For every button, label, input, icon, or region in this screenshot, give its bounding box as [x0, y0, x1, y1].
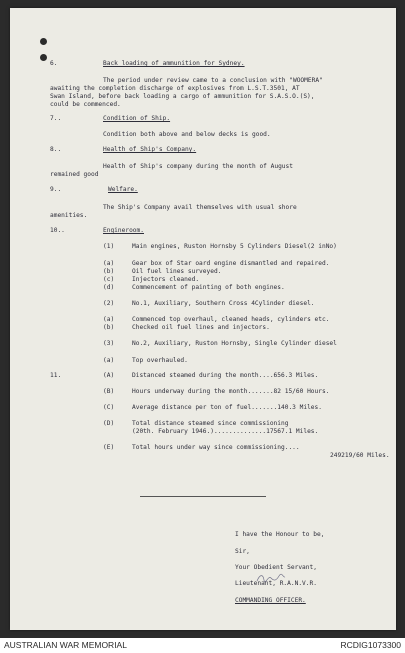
section-heading: Welfare.	[108, 186, 138, 193]
document-page	[10, 8, 396, 630]
item-text: Oil fuel lines surveyed.	[132, 268, 222, 275]
body-line: could be commenced.	[50, 101, 121, 108]
item-mark: (d)	[103, 284, 115, 291]
item-text: (20th. February 1946.)..............17567.1 Miles.	[132, 428, 319, 435]
closing-line: Sir,	[235, 548, 250, 555]
item-mark: (a)	[103, 357, 115, 364]
footer-source: AUSTRALIAN WAR MEMORIAL	[4, 640, 127, 650]
item-text: 249219/60 Miles.	[330, 452, 390, 459]
item-text: Main engines, Ruston Hornsby 5 Cylinders Diesel(2 inNo)	[132, 243, 337, 250]
section-heading: Engineroom.	[103, 227, 144, 234]
body-line: The Ship's Company avail themselves with usual shore	[103, 204, 297, 211]
closing-line: I have the Honour to be,	[235, 531, 325, 538]
closing-line: Lieutenant, R.A.N.V.R.	[235, 580, 317, 587]
section-number: 10..	[50, 227, 65, 234]
item-mark: (A)	[103, 372, 115, 379]
section-heading: Health of Ship's Company.	[103, 146, 197, 153]
item-mark: (a)	[103, 316, 115, 323]
item-text: Hours underway during the month.......82 15/60 Hours.	[132, 388, 330, 395]
item-text: Total hours under way since commissioning....	[132, 444, 300, 451]
item-text: Injectors cleaned.	[132, 276, 200, 283]
item-mark: (C)	[103, 404, 115, 411]
body-line: awaiting the completion discharge of explosives from L.S.T.3501, AT	[50, 85, 300, 92]
body-line: Condition both above and below decks is good.	[103, 131, 271, 138]
item-text: Top overhauled.	[132, 357, 188, 364]
section-heading: Back loading of ammunition for Sydney.	[103, 60, 245, 67]
footer-record-id: RCDIG1073300	[340, 640, 401, 650]
item-mark: (b)	[103, 324, 115, 331]
section-number: 11.	[50, 372, 62, 379]
item-text: Commencement of painting of both engines.	[132, 284, 285, 291]
section-number: 6.	[50, 60, 58, 67]
item-mark: (D)	[103, 420, 115, 427]
item-mark: (3)	[103, 340, 115, 347]
divider-rule	[140, 496, 266, 497]
item-text: No.2, Auxiliary, Ruston Hornsby, Single Cylinder diesel	[132, 340, 337, 347]
item-text: No.1, Auxiliary, Southern Cross 4Cylinder diesel.	[132, 300, 315, 307]
body-line: Health of Ship's company during the month of August	[103, 163, 293, 170]
item-mark: (2)	[103, 300, 115, 307]
section-number: 8..	[50, 146, 62, 153]
item-mark: (c)	[103, 276, 115, 283]
item-text: Total distance steamed since commissioning	[132, 420, 289, 427]
closing-line: Your Obedient Servant,	[235, 564, 317, 571]
item-text: Commenced top overhaul, cleaned heads, cylinders etc.	[132, 316, 330, 323]
archive-footer	[0, 638, 405, 653]
body-line: Swan Island, before back loading a cargo of ammunition for S.A.S.O.(S),	[50, 93, 315, 100]
item-mark: (E)	[103, 444, 115, 451]
section-number: 7..	[50, 115, 62, 122]
item-mark: (B)	[103, 388, 115, 395]
item-mark: (a)	[103, 260, 115, 267]
punch-hole	[40, 54, 47, 61]
body-line: remained good	[50, 171, 99, 178]
item-text: Checked oil fuel lines and injectors.	[132, 324, 270, 331]
item-mark: (b)	[103, 268, 115, 275]
item-text: Gear box of Star oard engine dismantled and repaired.	[132, 260, 330, 267]
item-text: Average distance per ton of fuel.......140.3 Miles.	[132, 404, 322, 411]
section-heading: Condition of Ship.	[103, 115, 171, 122]
punch-hole	[40, 38, 47, 45]
body-line: amenities.	[50, 212, 88, 219]
closing-line: COMMANDING OFFICER.	[235, 597, 306, 604]
item-text: Distanced steamed during the month....656.3 Miles.	[132, 372, 319, 379]
section-number: 9..	[50, 186, 62, 193]
body-line: The period under review came to a conclusion with "WOOMERA"	[103, 77, 323, 84]
item-mark: (1)	[103, 243, 115, 250]
